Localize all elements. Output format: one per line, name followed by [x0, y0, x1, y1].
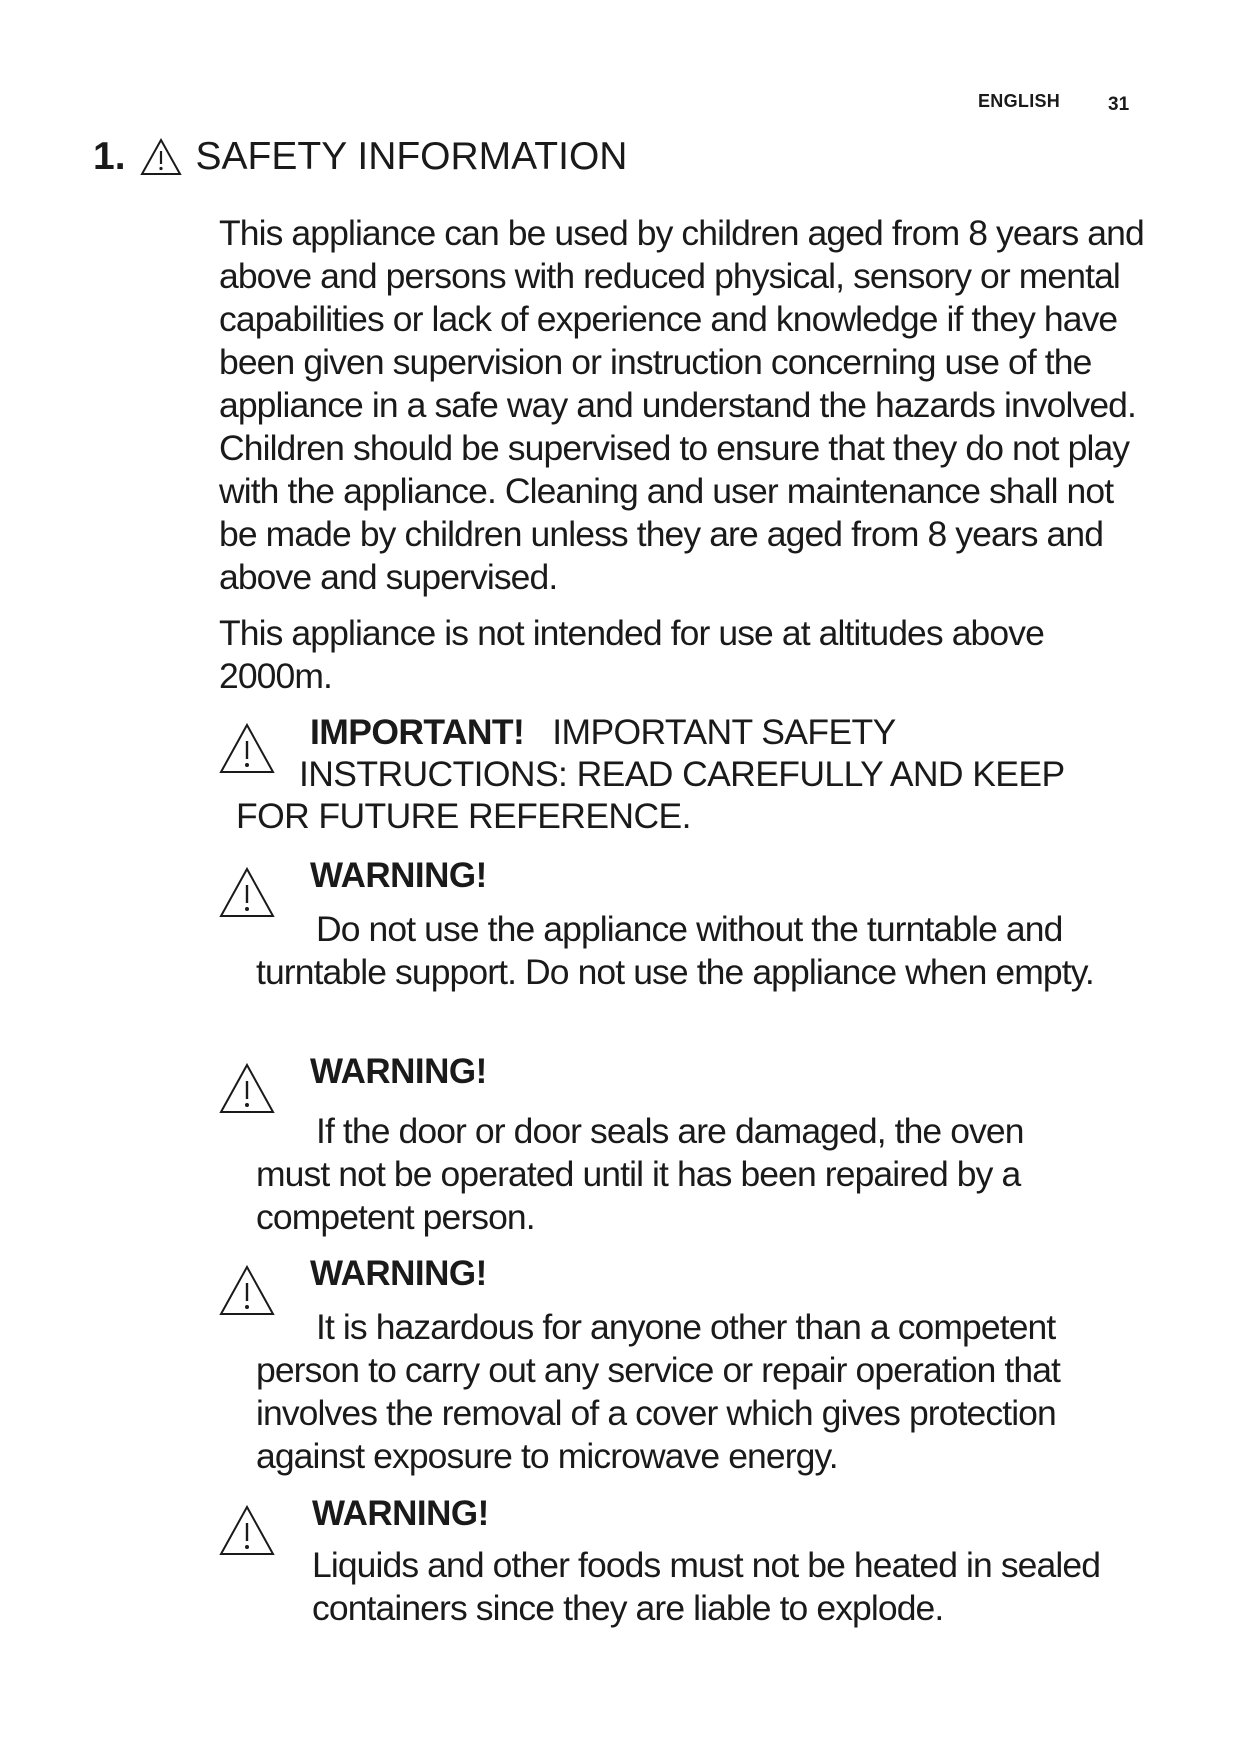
page-number: 31 — [1108, 94, 1130, 115]
important-line-1 — [310, 712, 896, 753]
header-language: ENGLISH — [978, 91, 1061, 111]
paragraph-altitude: This appliance is not intended for use at altitudes above 2000m. — [219, 613, 1044, 696]
paragraph-children-use: This appliance can be used by children aged from 8 years and above and persons with reduced physical, sensory or mental capabilities or lack of experience and knowledge if they have been given supervision or instruction concerning use of the appliance in a safe way and understand the hazards involved. Children should be supervised to ensure that they do not play with the appliance. Cleaning and user maintenance shall not be made by children unless they are aged from 8 years and above and supervised. — [219, 213, 1144, 597]
important-label: IMPORTANT! — [310, 712, 525, 752]
important-line-3: FOR FUTURE REFERENCE. — [236, 796, 691, 836]
section-title-text: SAFETY INFORMATION — [195, 135, 628, 178]
warning-label: WARNING! — [312, 1494, 489, 1533]
warning-triangle-icon — [140, 137, 182, 177]
warning-text-service: It is hazardous for anyone other than a competent person to carry out any service or repair operation that involves the removal of a cover which gives protection against exposure to microwave energy. — [256, 1307, 1061, 1476]
important-line-2: INSTRUCTIONS: READ CAREFULLY AND KEEP — [299, 754, 1065, 794]
warning-label: WARNING! — [310, 856, 487, 895]
warning-text-door-seals: If the door or door seals are damaged, the oven must not be operated until it has been repaired by a competent person. — [256, 1111, 1024, 1237]
warning-text-turntable: Do not use the appliance without the turntable and turntable support. Do not use the appliance when empty. — [256, 909, 1094, 992]
warning-text-sealed-containers: Liquids and other foods must not be heated in sealed containers since they are liable to explode. — [312, 1545, 1101, 1628]
important-heading: IMPORTANT SAFETY — [552, 712, 896, 752]
section-number: 1. — [93, 135, 126, 178]
warning-icon — [218, 1062, 276, 1116]
important-warning-icon — [218, 722, 276, 776]
warning-icon — [218, 1504, 276, 1558]
warning-label: WARNING! — [310, 1052, 487, 1091]
section-title — [93, 135, 627, 179]
warning-label: WARNING! — [310, 1254, 487, 1293]
